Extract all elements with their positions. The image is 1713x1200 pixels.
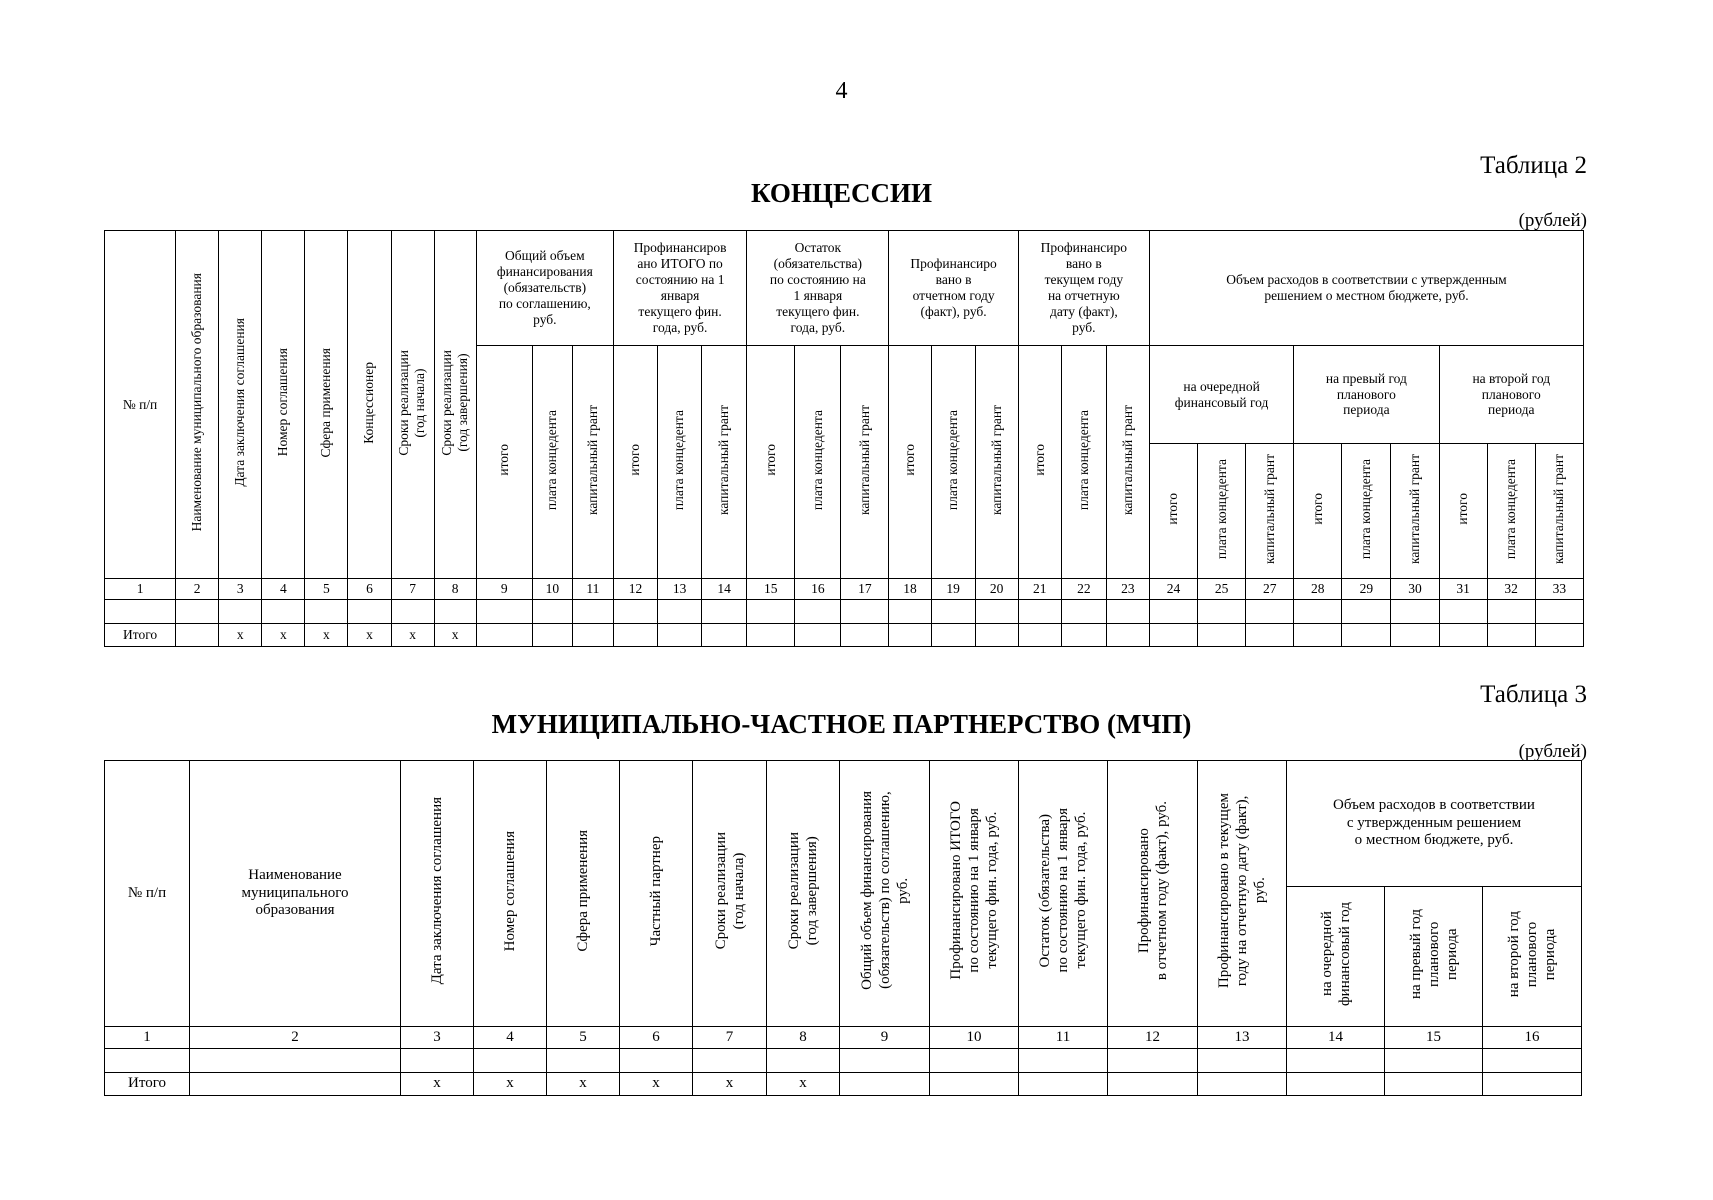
t2-sub-plata: плата концедента <box>1487 444 1535 579</box>
empty-cell <box>401 1049 474 1073</box>
column-number-cell: 20 <box>975 579 1018 600</box>
empty-cell <box>474 1049 547 1073</box>
t2-sub-grant: капитальный грант <box>702 346 747 579</box>
header-line: (год начала) <box>730 852 747 930</box>
t2-sub-plata: плата концедента <box>532 346 572 579</box>
empty-cell <box>1198 1049 1287 1073</box>
empty-cell <box>930 1049 1019 1073</box>
header-line: Профинансировано <box>1135 828 1152 954</box>
header-line: планового <box>1336 386 1396 402</box>
empty-cell <box>391 600 434 624</box>
t2-sub-itogo: итого <box>889 346 931 579</box>
empty-cell <box>105 600 176 624</box>
column-number-cell: 21 <box>1018 579 1061 600</box>
total-cell <box>1018 624 1061 647</box>
column-number-cell: 16 <box>1483 1027 1582 1049</box>
t2-sub-grant: капитальный грант <box>1106 346 1149 579</box>
header-line: по состоянию на 1 января <box>1055 808 1071 973</box>
empty-cell <box>532 600 572 624</box>
t2-h-end <box>434 231 476 579</box>
total-cell <box>747 624 795 647</box>
total-cell <box>840 1073 930 1096</box>
total-cell <box>1294 624 1342 647</box>
empty-cell <box>1018 600 1061 624</box>
header-line: по состоянию на <box>769 272 866 288</box>
header-line: текущего фин. года, руб. <box>984 812 1000 970</box>
total-cell <box>572 624 613 647</box>
header-line: планового <box>1524 920 1540 987</box>
empty-cell <box>572 600 613 624</box>
header-line: Сроки реализации <box>786 831 802 950</box>
total-cell: x <box>620 1073 693 1096</box>
header-line: на превый год <box>1325 370 1407 386</box>
t3-h-start <box>693 761 767 1027</box>
empty-cell <box>1342 600 1391 624</box>
column-number-cell: 15 <box>747 579 795 600</box>
column-number-cell: 24 <box>1149 579 1197 600</box>
header-line: года, руб. <box>790 319 846 335</box>
header-line: текущего фин. <box>638 303 722 319</box>
t2-g-remainder <box>747 231 889 346</box>
header-line: периода <box>1443 927 1460 980</box>
total-cell: x <box>348 624 391 647</box>
empty-cell <box>658 600 702 624</box>
total-cell <box>889 624 931 647</box>
table-3-title: МУНИЦИПАЛЬНО-ЧАСТНОЕ ПАРТНЕРСТВО (МЧП) <box>491 709 1192 739</box>
table-3-label: Таблица 3 <box>1480 681 1587 708</box>
total-cell <box>1106 624 1149 647</box>
t2-h-sphere: Сфера применения <box>305 231 348 579</box>
total-cell <box>1149 624 1197 647</box>
column-number-cell: 13 <box>658 579 702 600</box>
total-cell: x <box>391 624 434 647</box>
header-line: Остаток (обязательства) <box>1037 813 1053 968</box>
empty-cell <box>1439 600 1487 624</box>
total-cell <box>613 624 657 647</box>
header-line: Объем расходов в соответствии с утвержденным <box>1226 272 1507 288</box>
column-number-cell: 8 <box>767 1027 840 1049</box>
total-cell <box>1287 1073 1385 1096</box>
column-number-cell: 5 <box>305 579 348 600</box>
empty-cell <box>1108 1049 1198 1073</box>
header-line: году на отчетную дату (факт), <box>1234 795 1250 986</box>
empty-cell <box>1483 1049 1582 1073</box>
column-number-cell: 17 <box>841 579 889 600</box>
t2-sub-grant: капитальный грант <box>1391 444 1439 579</box>
header-line: вано в <box>935 272 972 288</box>
header-line: (обязательств) по соглашению, <box>876 791 893 990</box>
header-line: на очередной <box>1183 378 1260 394</box>
total-cell <box>190 1073 401 1096</box>
empty-cell <box>702 600 747 624</box>
total-cell <box>1198 1073 1287 1096</box>
t2-number-row <box>105 579 1584 600</box>
total-cell: x <box>693 1073 767 1096</box>
column-number-cell: 30 <box>1391 579 1439 600</box>
empty-cell <box>747 600 795 624</box>
total-cell <box>795 624 841 647</box>
t3-g-budget <box>1287 761 1582 887</box>
header-line: (факт), руб. <box>920 303 987 319</box>
header-line: Профинансиро <box>1040 240 1128 256</box>
header-line: по соглашению, <box>498 295 591 311</box>
header-line: с утвержденным решением <box>1346 814 1522 831</box>
total-cell: x <box>401 1073 474 1096</box>
t2-sub-grant: капитальный грант <box>841 346 889 579</box>
t2-g-current <box>1018 231 1149 346</box>
header-line: текущем году <box>1044 272 1124 288</box>
header-line: муниципального <box>241 884 349 901</box>
total-cell <box>931 624 975 647</box>
header-line: финансовый год <box>1336 901 1353 1006</box>
column-number-cell: 1 <box>105 579 176 600</box>
empty-cell <box>1487 600 1535 624</box>
column-number-cell: 33 <box>1535 579 1583 600</box>
total-cell <box>532 624 572 647</box>
empty-cell <box>1246 600 1294 624</box>
t2-sub-plata: плата концедента <box>1061 346 1106 579</box>
header-line: Профинансиро <box>910 256 997 272</box>
column-number-cell: 32 <box>1487 579 1535 600</box>
t2-sub-itogo: итого <box>476 346 532 579</box>
empty-cell <box>840 1049 930 1073</box>
header-line: в отчетном году (факт), руб. <box>1153 801 1170 981</box>
t3-s-first-plan-year <box>1385 887 1483 1027</box>
total-cell <box>1061 624 1106 647</box>
t2-sub-plata: плата концедента <box>1198 444 1246 579</box>
header-line: на превый год <box>1407 908 1424 999</box>
t3-h-financed <box>930 761 1019 1027</box>
t3-header-row-1 <box>105 761 1582 887</box>
total-cell: x <box>767 1073 840 1096</box>
t2-sub-itogo: итого <box>1018 346 1061 579</box>
empty-cell <box>348 600 391 624</box>
total-cell: x <box>474 1073 547 1096</box>
header-line: Остаток <box>794 240 842 256</box>
empty-cell <box>841 600 889 624</box>
total-cell: x <box>547 1073 620 1096</box>
page-number: 4 <box>835 78 848 104</box>
column-number-cell: 4 <box>262 579 305 600</box>
total-cell <box>702 624 747 647</box>
column-number-cell: 3 <box>219 579 262 600</box>
total-label: Итого <box>105 1073 190 1096</box>
empty-cell <box>1198 600 1246 624</box>
t2-sub-plata: плата концедента <box>658 346 702 579</box>
t3-h-partner: Частный партнер <box>620 761 693 1027</box>
total-cell <box>176 624 219 647</box>
header-line: вано в <box>1065 256 1102 272</box>
header-line: решением о местном бюджете, руб. <box>1264 288 1469 303</box>
header-line: периода <box>1542 927 1558 980</box>
column-number-cell: 27 <box>1246 579 1294 600</box>
t2-h-num: Номер соглашения <box>262 231 305 579</box>
empty-cell <box>305 600 348 624</box>
t2-sub-plata: плата концедента <box>795 346 841 579</box>
t2-g-reporting <box>889 231 1018 346</box>
empty-cell <box>476 600 532 624</box>
header-line: на второй год <box>1506 910 1522 997</box>
header-line: Профинансиров <box>633 240 727 256</box>
header-line: отчетном году <box>912 288 995 303</box>
header-line: планового <box>1481 386 1541 402</box>
total-cell <box>1108 1073 1198 1096</box>
column-number-cell: 28 <box>1294 579 1342 600</box>
column-number-cell: 2 <box>176 579 219 600</box>
mchp-table <box>104 760 1582 1096</box>
header-line: Сроки реализации <box>396 349 412 456</box>
empty-cell <box>1385 1049 1483 1073</box>
column-number-cell: 14 <box>1287 1027 1385 1049</box>
concessions-table <box>104 230 1584 647</box>
header-line: руб. <box>1072 319 1096 335</box>
header-line: руб. <box>533 311 557 327</box>
header-line: ано ИТОГО по <box>637 256 723 272</box>
header-line: финансовый год <box>1174 394 1269 410</box>
column-number-cell: 12 <box>613 579 657 600</box>
column-number-cell: 12 <box>1108 1027 1198 1049</box>
header-line: (год начала) <box>412 367 428 438</box>
header-line: дату (факт), <box>1049 303 1118 319</box>
table-2-label: Таблица 2 <box>1480 152 1587 179</box>
header-line: финансирования <box>496 264 593 280</box>
t3-h-no: № п/п <box>105 761 190 1027</box>
t2-h-mo: Наименование муниципального образования <box>176 231 219 579</box>
empty-cell <box>1019 1049 1108 1073</box>
column-number-cell: 6 <box>620 1027 693 1049</box>
column-number-cell: 8 <box>434 579 476 600</box>
header-line: 1 января <box>793 288 843 303</box>
column-number-cell: 7 <box>693 1027 767 1049</box>
t2-sg-second-plan-year <box>1439 346 1583 444</box>
total-cell <box>1019 1073 1108 1096</box>
total-cell <box>1391 624 1439 647</box>
t3-s-second-plan-year <box>1483 887 1582 1027</box>
column-number-cell: 11 <box>572 579 613 600</box>
empty-cell <box>693 1049 767 1073</box>
header-line: периода <box>1488 402 1535 418</box>
t2-sub-grant: капитальный грант <box>975 346 1018 579</box>
total-cell <box>1535 624 1583 647</box>
t2-sub-grant: капитальный грант <box>1246 444 1294 579</box>
total-cell <box>658 624 702 647</box>
t2-sub-itogo: итого <box>613 346 657 579</box>
empty-cell <box>176 600 219 624</box>
total-cell: x <box>262 624 305 647</box>
column-number-cell: 18 <box>889 579 931 600</box>
header-line: руб. <box>894 877 911 904</box>
total-cell: x <box>434 624 476 647</box>
total-cell <box>1385 1073 1483 1096</box>
header-line: образования <box>255 902 335 919</box>
empty-cell <box>613 600 657 624</box>
total-cell <box>1439 624 1487 647</box>
empty-cell <box>975 600 1018 624</box>
header-line: Профинансировано в текущем <box>1216 793 1232 989</box>
empty-cell <box>219 600 262 624</box>
header-line: Сроки реализации <box>712 831 729 950</box>
t2-g-budget <box>1149 231 1583 346</box>
t2-sub-itogo: итого <box>1439 444 1487 579</box>
empty-cell <box>795 600 841 624</box>
total-cell <box>1483 1073 1582 1096</box>
total-cell <box>1198 624 1246 647</box>
column-number-cell: 23 <box>1106 579 1149 600</box>
header-line: Общий объем финансирования <box>858 791 875 991</box>
total-label: Итого <box>105 624 176 647</box>
header-line: о местном бюджете, руб. <box>1354 832 1514 849</box>
t3-h-end <box>767 761 840 1027</box>
header-line: на очередной <box>1318 911 1335 997</box>
header-line: (обязательства) <box>773 256 862 272</box>
empty-cell <box>1294 600 1342 624</box>
empty-cell <box>547 1049 620 1073</box>
empty-cell <box>1106 600 1149 624</box>
t2-sub-itogo: итого <box>1294 444 1342 579</box>
header-line: года, руб. <box>652 319 708 335</box>
empty-cell <box>434 600 476 624</box>
t3-h-current <box>1198 761 1287 1027</box>
header-line: (год завершения) <box>804 836 820 946</box>
table-3-units: (рублей) <box>1518 741 1587 762</box>
header-line: текущего фин. <box>776 303 860 319</box>
empty-cell <box>620 1049 693 1073</box>
t3-h-mo <box>190 761 401 1027</box>
column-number-cell: 16 <box>795 579 841 600</box>
column-number-cell: 19 <box>931 579 975 600</box>
header-line: периода <box>1343 402 1390 418</box>
total-cell: x <box>219 624 262 647</box>
empty-cell <box>931 600 975 624</box>
empty-cell <box>1149 600 1197 624</box>
t2-sub-itogo: итого <box>747 346 795 579</box>
column-number-cell: 1 <box>105 1027 190 1049</box>
empty-cell <box>1061 600 1106 624</box>
header-line: (обязательств) <box>503 280 587 296</box>
header-line: Сроки реализации <box>438 349 454 456</box>
total-cell <box>1487 624 1535 647</box>
empty-cell <box>105 1049 190 1073</box>
empty-cell <box>1535 600 1583 624</box>
t2-empty-row <box>105 600 1584 624</box>
header-line: января <box>660 288 700 303</box>
t2-sub-itogo: итого <box>1149 444 1197 579</box>
header-line: состоянию на 1 <box>635 272 725 288</box>
total-cell <box>1342 624 1391 647</box>
total-cell <box>930 1073 1019 1096</box>
column-number-cell: 31 <box>1439 579 1487 600</box>
t2-sub-grant: капитальный грант <box>572 346 613 579</box>
header-line: Наименование <box>248 866 342 883</box>
header-line: руб. <box>1252 877 1268 904</box>
t2-sub-grant: капитальный грант <box>1535 444 1583 579</box>
header-line: Профинансировано ИТОГО <box>948 801 964 980</box>
t2-sg-first-plan-year <box>1294 346 1439 444</box>
t2-h-no: № п/п <box>105 231 176 579</box>
column-number-cell: 11 <box>1019 1027 1108 1049</box>
header-line: на второй год <box>1472 370 1551 386</box>
empty-cell <box>1391 600 1439 624</box>
t3-empty-row <box>105 1049 1582 1073</box>
t2-g-financed <box>613 231 746 346</box>
header-line: текущего фин. года, руб. <box>1073 812 1089 970</box>
empty-cell <box>889 600 931 624</box>
t3-s-next-year <box>1287 887 1385 1027</box>
column-number-cell: 9 <box>476 579 532 600</box>
t2-h-start <box>391 231 434 579</box>
column-number-cell: 4 <box>474 1027 547 1049</box>
column-number-cell: 14 <box>702 579 747 600</box>
total-cell: x <box>305 624 348 647</box>
column-number-cell: 7 <box>391 579 434 600</box>
column-number-cell: 5 <box>547 1027 620 1049</box>
total-cell <box>841 624 889 647</box>
table-2-units: (рублей) <box>1518 210 1587 231</box>
t3-h-total <box>840 761 930 1027</box>
column-number-cell: 13 <box>1198 1027 1287 1049</box>
t2-sub-plata: плата концедента <box>931 346 975 579</box>
t2-total-row <box>105 624 1584 647</box>
t2-header-row-1 <box>105 231 1584 346</box>
t3-h-num: Номер соглашения <box>474 761 547 1027</box>
header-line: на отчетную <box>1047 288 1120 303</box>
t3-total-row <box>105 1073 1582 1096</box>
t3-h-sphere: Сфера применения <box>547 761 620 1027</box>
column-number-cell: 6 <box>348 579 391 600</box>
total-cell <box>476 624 532 647</box>
column-number-cell: 25 <box>1198 579 1246 600</box>
column-number-cell: 10 <box>532 579 572 600</box>
empty-cell <box>767 1049 840 1073</box>
total-cell <box>975 624 1018 647</box>
t3-number-row <box>105 1027 1582 1049</box>
column-number-cell: 2 <box>190 1027 401 1049</box>
t2-sg-next-year <box>1149 346 1293 444</box>
header-line: по состоянию на 1 января <box>966 808 982 973</box>
header-line: Общий объем <box>505 248 585 264</box>
column-number-cell: 22 <box>1061 579 1106 600</box>
header-line: Объем расходов в соответствии <box>1333 796 1535 813</box>
column-number-cell: 15 <box>1385 1027 1483 1049</box>
t2-g-total <box>476 231 613 346</box>
t2-h-date: Дата заключения соглашения <box>219 231 262 579</box>
empty-cell <box>1287 1049 1385 1073</box>
t3-h-date: Дата заключения соглашения <box>401 761 474 1027</box>
header-line: планового <box>1425 920 1442 987</box>
t3-h-reporting <box>1108 761 1198 1027</box>
total-cell <box>1246 624 1294 647</box>
empty-cell <box>262 600 305 624</box>
column-number-cell: 29 <box>1342 579 1391 600</box>
t2-h-concessionaire: Концессионер <box>348 231 391 579</box>
header-line: (год завершения) <box>455 353 471 452</box>
column-number-cell: 3 <box>401 1027 474 1049</box>
column-number-cell: 9 <box>840 1027 930 1049</box>
t3-h-remainder <box>1019 761 1108 1027</box>
empty-cell <box>190 1049 401 1073</box>
table-2-title: КОНЦЕССИИ <box>751 178 932 208</box>
t2-sub-plata: плата концедента <box>1342 444 1391 579</box>
column-number-cell: 10 <box>930 1027 1019 1049</box>
